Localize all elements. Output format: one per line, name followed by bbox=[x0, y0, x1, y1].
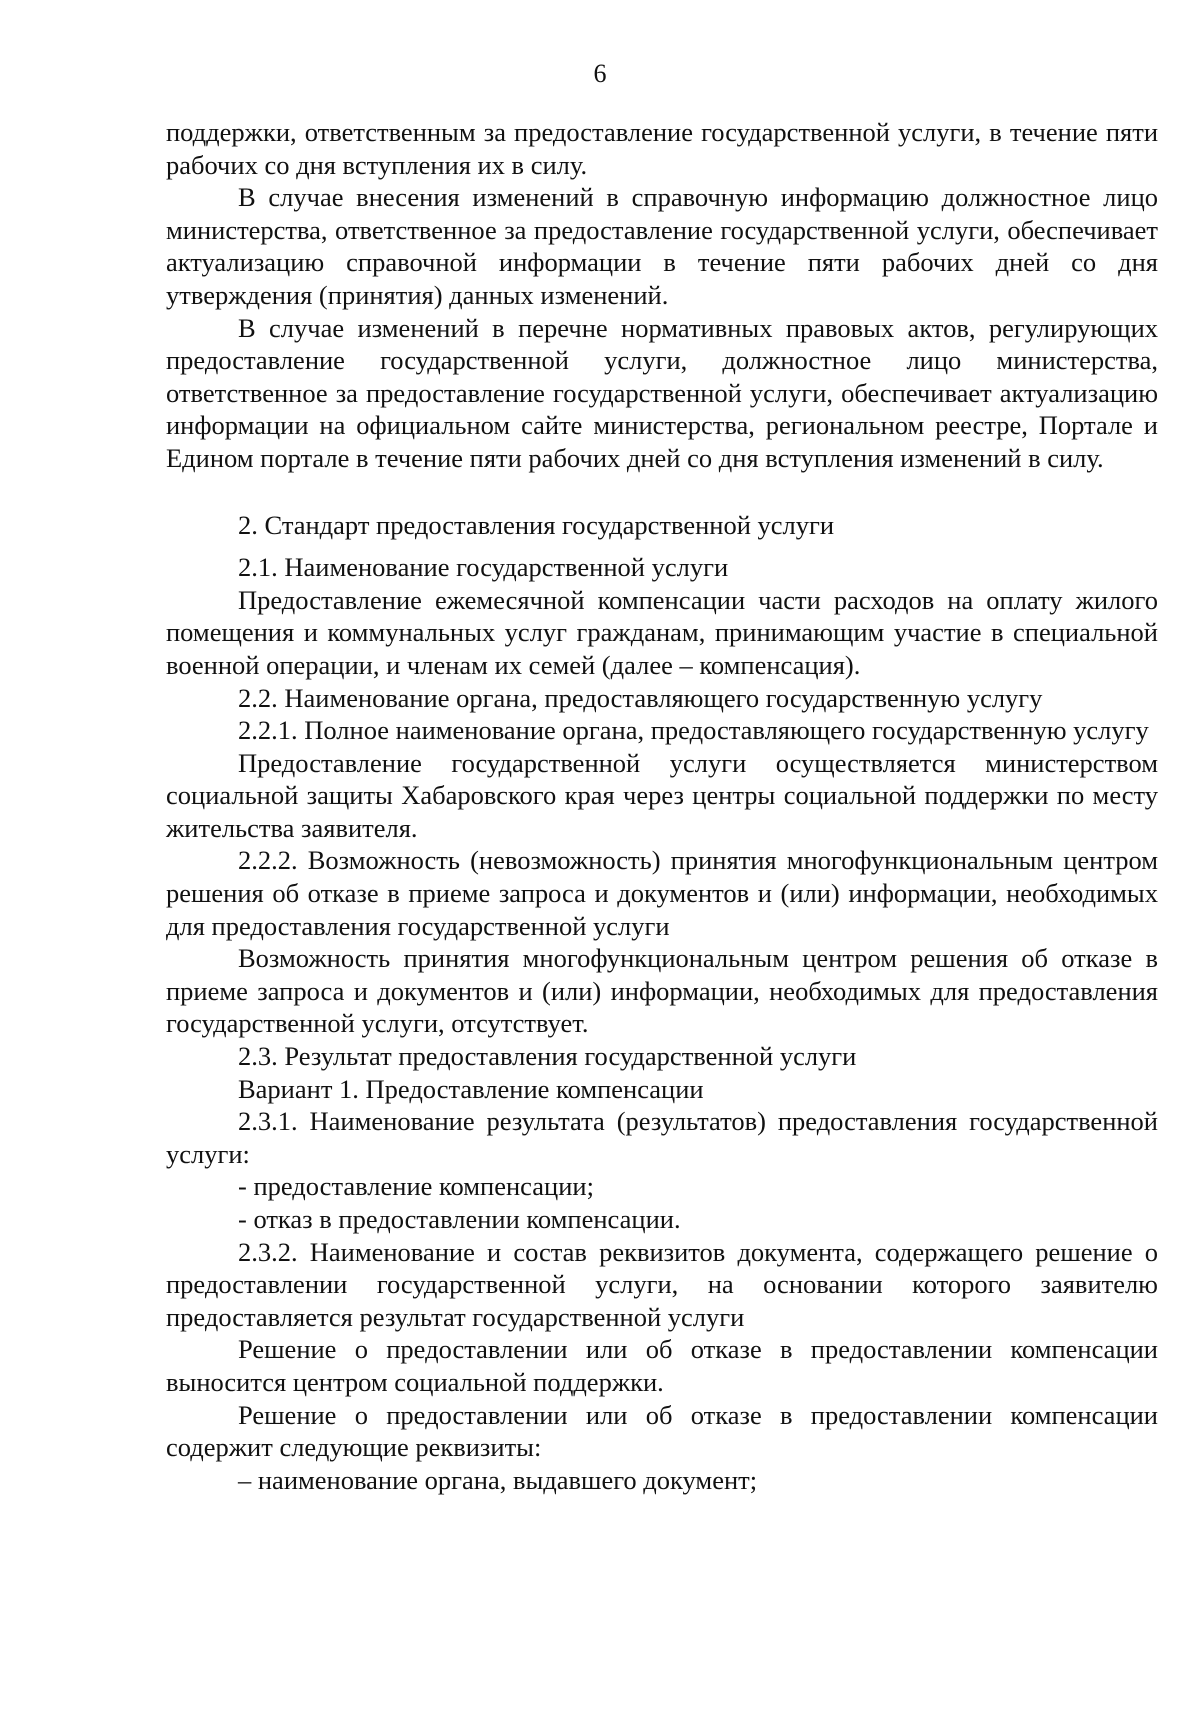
list-item-refusal: - отказ в предоставлении компенсации. bbox=[238, 1204, 681, 1234]
subsection-heading-2-3: 2.3. Результат предоставления государственной услуги bbox=[238, 1041, 857, 1072]
paragraph-continuation: поддержки, ответственным за предоставление государственной услуги, в течение пяти рабочих со дня вступления их в силу. bbox=[166, 117, 1158, 180]
subsection-heading-2-2-1: 2.2.1. Полное наименование органа, предоставляющего государственную услугу bbox=[238, 715, 1149, 746]
subsection-heading-2-2-2: 2.2.2. Возможность (невозможность) принятия многофункциональным центром решения об отказе в приеме запроса и документов и (или) информации, необходимых для предоставления государственной услуги bbox=[166, 845, 1158, 941]
paragraph-decision-issuer: Решение о предоставлении или об отказе в предоставлении компенсации выносится центром социальной поддержки. bbox=[166, 1334, 1158, 1397]
section-heading-standard: 2. Стандарт предоставления государственной услуги bbox=[238, 509, 835, 540]
list-item-authority-name: – наименование органа, выдавшего документ; bbox=[238, 1464, 758, 1495]
document-body bbox=[166, 116, 1158, 1496]
subsection-heading-2-1: 2.1. Наименование государственной услуги bbox=[238, 552, 729, 583]
subsection-heading-2-2: 2.2. Наименование органа, предоставляющего государственную услугу bbox=[238, 682, 1043, 713]
paragraph-reference-info-update: В случае внесения изменений в справочную информацию должностное лицо министерства, ответственное за предоставление государственной услуги, обеспечивает актуализацию справочной информации в течение пяти рабочих дней со дня утверждения (принятия) данных изменений. bbox=[166, 182, 1158, 310]
list-item-grant: - предоставление компенсации; bbox=[238, 1171, 594, 1202]
paragraph-legal-acts-update: В случае изменений в перечне нормативных правовых актов, регулирующих предоставление государственной услуги, должностное лицо министерства, ответственное за предоставление государственной услуги, обеспечивает актуализацию информации на официальном сайте министерства, региональном реестре, Портале и Едином портале в течение пяти рабочих дней со дня вступления изменений в силу. bbox=[166, 312, 1158, 473]
subsection-heading-2-3-1: 2.3.1. Наименование результата (результатов) предоставления государственной услуги: bbox=[166, 1106, 1158, 1169]
page-number: 6 bbox=[593, 59, 607, 88]
variant-heading-1: Вариант 1. Предоставление компенсации bbox=[238, 1073, 704, 1104]
subsection-heading-2-3-2: 2.3.2. Наименование и состав реквизитов документа, содержащего решение о предоставлении государственной услуги, на основании которого заявителю предоставляется результат государственной услуги bbox=[166, 1236, 1158, 1332]
paragraph-service-name: Предоставление ежемесячной компенсации части расходов на оплату жилого помещения и коммунальных услуг гражданам, принимающим участие в специальной военной операции, и членам их семей (далее – компенсация). bbox=[166, 584, 1158, 680]
paragraph-authority: Предоставление государственной услуги осуществляется министерством социальной защиты Хабаровского края через центры социальной поддержки по месту жительства заявителя. bbox=[166, 747, 1158, 843]
paragraph-decision-requisites: Решение о предоставлении или об отказе в предоставлении компенсации содержит следующие реквизиты: bbox=[166, 1399, 1158, 1463]
paragraph-mfc-refusal: Возможность принятия многофункциональным центром решения об отказе в приеме запроса и документов и (или) информации, необходимых для предоставления государственной услуги, отсутствует. bbox=[166, 943, 1158, 1039]
